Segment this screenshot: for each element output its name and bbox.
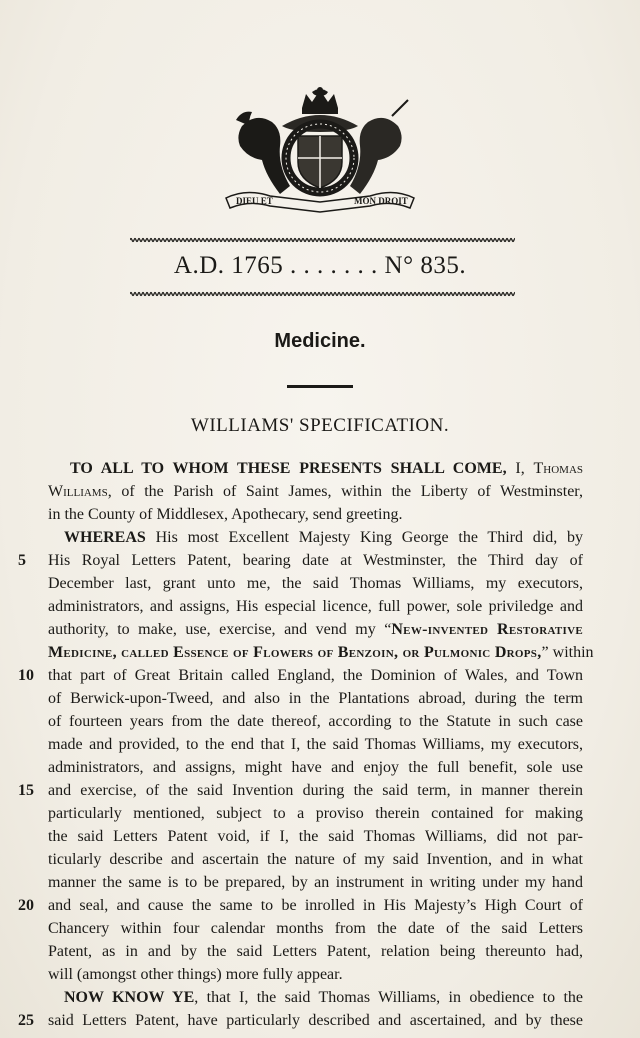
text-line (18, 1009, 583, 1032)
text-line (18, 549, 583, 572)
text-run: and exercise, of the said Invention during the said term, in manner therein (48, 782, 583, 799)
text-line (48, 917, 583, 940)
text-run: New-invented Restorative (391, 621, 583, 638)
text-run: , that I, the said Thomas Williams, in obedience to the (194, 989, 583, 1006)
text-run: His Royal Letters Patent, bearing date at Westminster, the Third day of (48, 552, 583, 569)
subject-heading: Medicine. (274, 330, 366, 352)
line-number: 20 (18, 897, 34, 914)
text-line (48, 572, 583, 595)
text-line (48, 457, 583, 480)
text-line (48, 733, 583, 756)
text-line (48, 802, 583, 825)
text-run: made and provided, to the end that I, the said Thomas Williams, my executors, (48, 736, 583, 753)
text-line (48, 825, 583, 848)
text-run: Medicine, called Essence of Flowers of Benzoin, or Pulmonic Drops, (48, 644, 542, 661)
text-run: December last, grant unto me, the said Thomas Williams, my executors, (48, 575, 583, 592)
text-run: Chancery within four calendar months from the date of the said Letters (48, 920, 583, 937)
text-run: I, (506, 460, 534, 477)
text-line (48, 986, 583, 1009)
text-run: said Letters Patent, have particularly described and ascertained, and by these (48, 1012, 583, 1029)
text-line (48, 526, 583, 549)
text-run: NOW KNOW YE (64, 989, 195, 1006)
text-run: the said Letters Patent void, if I, the said Thomas Williams, did not par- (48, 828, 583, 845)
text-line (48, 871, 583, 894)
text-line (48, 618, 583, 641)
text-run: administrators, and assigns, His especial licence, full power, sole priviledge and (48, 598, 583, 615)
text-line (18, 664, 583, 687)
specification-title: WILLIAMS' SPECIFICATION. (190, 415, 450, 436)
text-run: ” within (541, 644, 594, 661)
text-line (48, 940, 583, 963)
text-run: and seal, and cause the same to be inrolled in His Majesty’s High Court of (48, 897, 583, 914)
header-dots: . . . . . . . (290, 252, 378, 279)
text-line (48, 848, 583, 871)
patent-year: A.D. 1765 (173, 252, 284, 279)
royal-coat-of-arms (222, 86, 418, 214)
motto-left: DIEU ET (236, 196, 273, 206)
text-run: of fourteen years from the date thereof, according to the Statute in such case (48, 713, 583, 730)
text-run: administrators, and assigns, might have and enjoy the full benefit, sole use (48, 759, 583, 776)
text-run: His most Excellent Majesty King George the Third did, by (145, 529, 583, 546)
patent-number: N° 835. (384, 252, 467, 279)
text-line (48, 963, 583, 986)
text-line (18, 894, 583, 917)
text-run: manner the same is to be prepared, by an instrument in writing under my hand (48, 874, 583, 891)
text-run: authority, to make, use, exercise, and vend my “ (48, 621, 392, 638)
line-number: 25 (18, 1012, 34, 1029)
text-run: particularly mentioned, subject to a proviso therein contained for making (48, 805, 583, 822)
text-run: in the County of Middlesex, Apothecary, send greeting. (48, 506, 403, 523)
text-line (48, 756, 583, 779)
text-line (48, 641, 594, 664)
text-run: of Berwick-upon-Tweed, and also in the Plantations abroad, during the term (48, 690, 583, 707)
line-number: 15 (18, 782, 34, 799)
motto-right: MON DROIT (354, 196, 408, 206)
text-line (18, 779, 583, 802)
text-run: Thomas (533, 460, 584, 477)
text-line (48, 595, 583, 618)
text-run: that part of Great Britain called England, the Dominion of Wales, and Town (48, 667, 583, 684)
specification-body (18, 457, 594, 1032)
line-number: 5 (18, 552, 26, 569)
text-run: Williams (48, 483, 108, 500)
divider-rule (287, 385, 353, 388)
text-line (48, 480, 583, 503)
text-run: Patent, as in and by the said Letters Patent, relation being thereunto had, (48, 943, 583, 960)
patent-header (0, 252, 640, 280)
wavy-rule-top (130, 236, 515, 244)
text-line (48, 503, 583, 526)
wavy-rule-bottom (130, 290, 515, 298)
text-run: WHEREAS (64, 529, 146, 546)
text-line (48, 687, 583, 710)
text-line (48, 710, 583, 733)
text-run: will (amongst other things) more fully appear. (48, 966, 343, 983)
text-run: ticularly describe and ascertain the nature of my said Invention, and in what (48, 851, 583, 868)
line-number: 10 (18, 667, 34, 684)
text-run: , of the Parish of Saint James, within the Liberty of Westminster, (107, 483, 583, 500)
text-run: TO ALL TO WHOM THESE PRESENTS SHALL COME, (70, 460, 507, 477)
